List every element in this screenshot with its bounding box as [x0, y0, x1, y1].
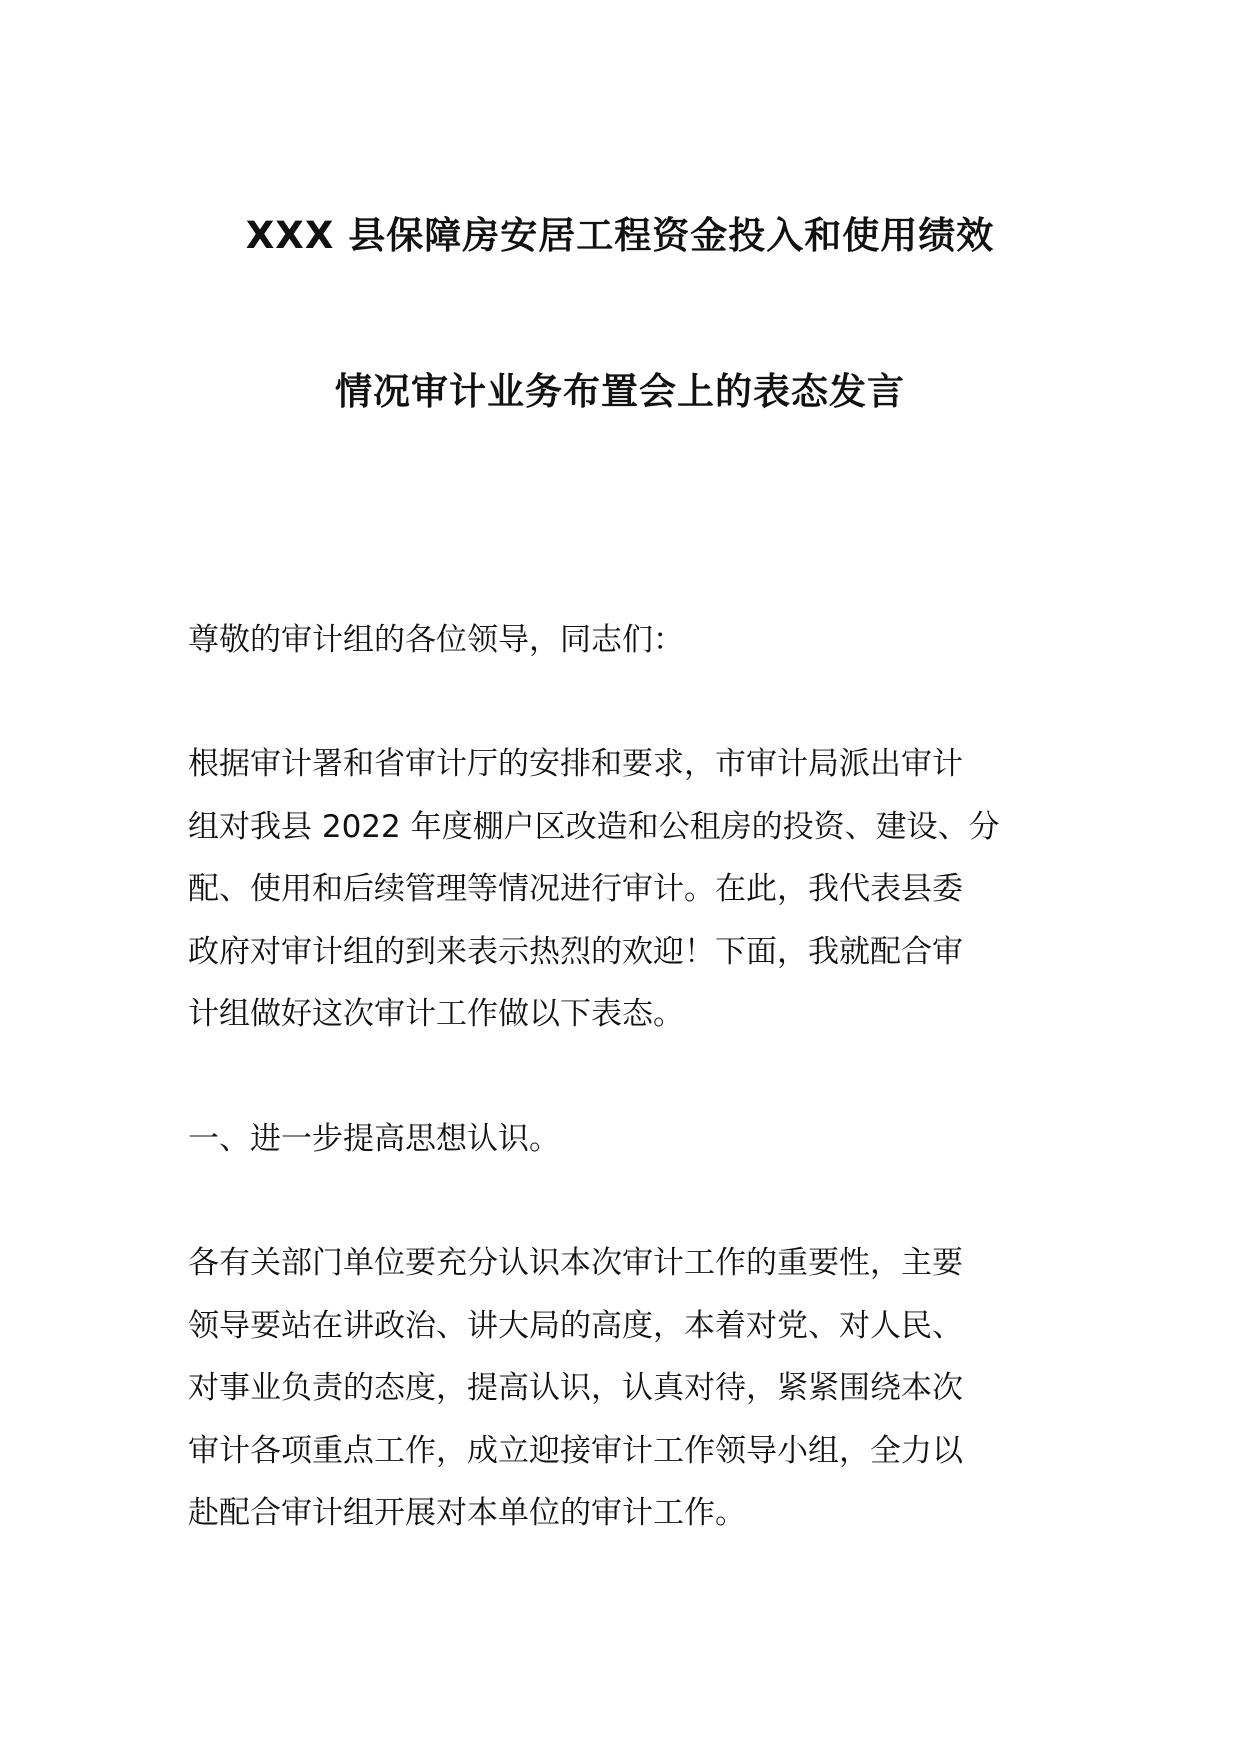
paragraph-1-line: 根据审计署和省审计厅的安排和要求，市审计局派出审计 [188, 746, 963, 782]
paragraph-2-line: 领导要站在讲政治、讲大局的高度，本着对党、对人民、 [188, 1307, 963, 1344]
paragraph-2-line: 各有关部门单位要充分认识本次审计工作的重要性，主要 [188, 1245, 963, 1281]
paragraph-1 [188, 733, 1068, 1046]
paragraph-2-line: 审计各项重点工作，成立迎接审计工作领导小组，全力以 [188, 1432, 963, 1469]
greeting-text: 尊敬的审计组的各位领导，同志们： [188, 622, 684, 658]
paragraph-1-line: 政府对审计组的到来表示热烈的欢迎！下面，我就配合审 [188, 933, 963, 970]
paragraph-1-line: 组对我县 2022 年度棚户区改造和公租房的投资、建设、分 [188, 808, 1000, 845]
section-heading-1-text: 一、进一步提高思想认识。 [188, 1121, 560, 1157]
paragraph-2-line: 赴配合审计组开展对本单位的审计工作。 [188, 1495, 746, 1531]
paragraph-1-line: 计组做好这次审计工作做以下表态。 [188, 996, 684, 1032]
paragraph-1-line: 配、使用和后续管理等情况进行审计。在此，我代表县委 [188, 871, 963, 907]
greeting [188, 609, 1068, 672]
paragraph-2-line: 对事业负责的态度，提高认识，认真对待，紧紧围绕本次 [188, 1370, 963, 1406]
paragraph-2 [188, 1232, 1068, 1545]
document-title-line-2: 情况审计业务布置会上的表态发言 [335, 370, 905, 413]
section-heading-1 [188, 1108, 1068, 1171]
document-title-line-1: XXX 县保障房安居工程资金投入和使用绩效 [245, 214, 995, 257]
